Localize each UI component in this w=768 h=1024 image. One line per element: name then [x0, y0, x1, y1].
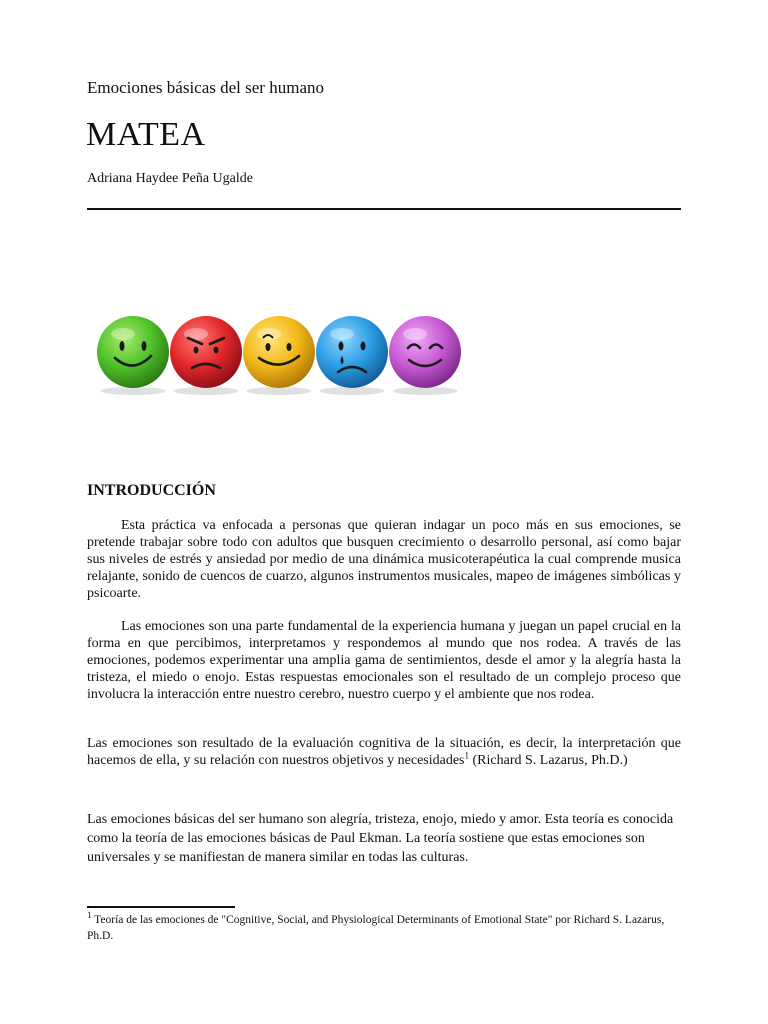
document-author: Adriana Haydee Peña Ugalde: [87, 171, 253, 186]
emotion-faces-illustration: [87, 256, 473, 452]
footnote-text: Teoría de las emociones de "Cognitive, Social, and Physiological Determinants of Emotional State" por Richard S. Lazarus, Ph.D.: [87, 914, 665, 942]
paragraph-intro: Esta práctica va enfocada a personas que quieran indagar un poco más en sus emociones, se pretende trabajar sobre todo con adultos que busquen crecimiento o desarrollo personal, así como bajar sus niveles de estrés y ansiedad por medio de una dinámica musicoterapéutica la cual comprende musica relajante, sonido de cuencos de cuarzo, algunos instrumentos musicales, mapeo de imágenes simbólicas y psicoarte.: [87, 518, 681, 601]
document-subtitle: Emociones básicas del ser humano: [87, 78, 324, 97]
header-divider: [87, 208, 681, 210]
paragraph-ekman: Las emociones básicas del ser humano son alegría, tristeza, enojo, miedo y amor. Esta teoría es conocida como la teoría de las emociones básicas de Paul Ekman. La teoría sostiene que estas emociones son universales y se manifiestan de manera similar en todas las culturas.: [87, 812, 674, 865]
goofy-face: [243, 316, 315, 395]
footnote-divider: [87, 906, 235, 908]
section-heading: INTRODUCCIÓN: [87, 482, 216, 499]
footnote-marker: 1: [87, 910, 92, 921]
paragraph-emotions: Las emociones son una parte fundamental de la experiencia humana y juegan un papel crucial en la forma en que percibimos, interpretamos y respondemos al mundo que nos rodea. A través de las emociones, podemos experimentar una amplia gama de sentimientos, desde el amor y la alegría hasta la tristeza, el miedo o enojo. Estas respuestas emocionales son el resultado de un complejo proceso que involucra la interacción entre nuestro cerebro, nuestro cuerpo y el ambiente que nos rodea.: [87, 619, 681, 702]
angry-face: [170, 316, 242, 395]
footnote-reference[interactable]: 1: [464, 750, 469, 761]
happy-face: [97, 316, 169, 395]
love-face: [389, 316, 461, 395]
paragraph-lazarus-text: Las emociones son resultado de la evaluación cognitiva de la situación, es decir, la interpretación que hacemos de ella, y su relación con nuestros objetivos y necesidades: [87, 736, 681, 768]
sad-face: [316, 316, 388, 395]
emotion-faces-image: [87, 256, 473, 452]
document-title: MATEA: [86, 116, 206, 153]
footnote: [87, 912, 687, 944]
paragraph-lazarus-citation: (Richard S. Lazarus, Ph.D.): [469, 753, 628, 768]
paragraph-lazarus: [87, 735, 681, 769]
